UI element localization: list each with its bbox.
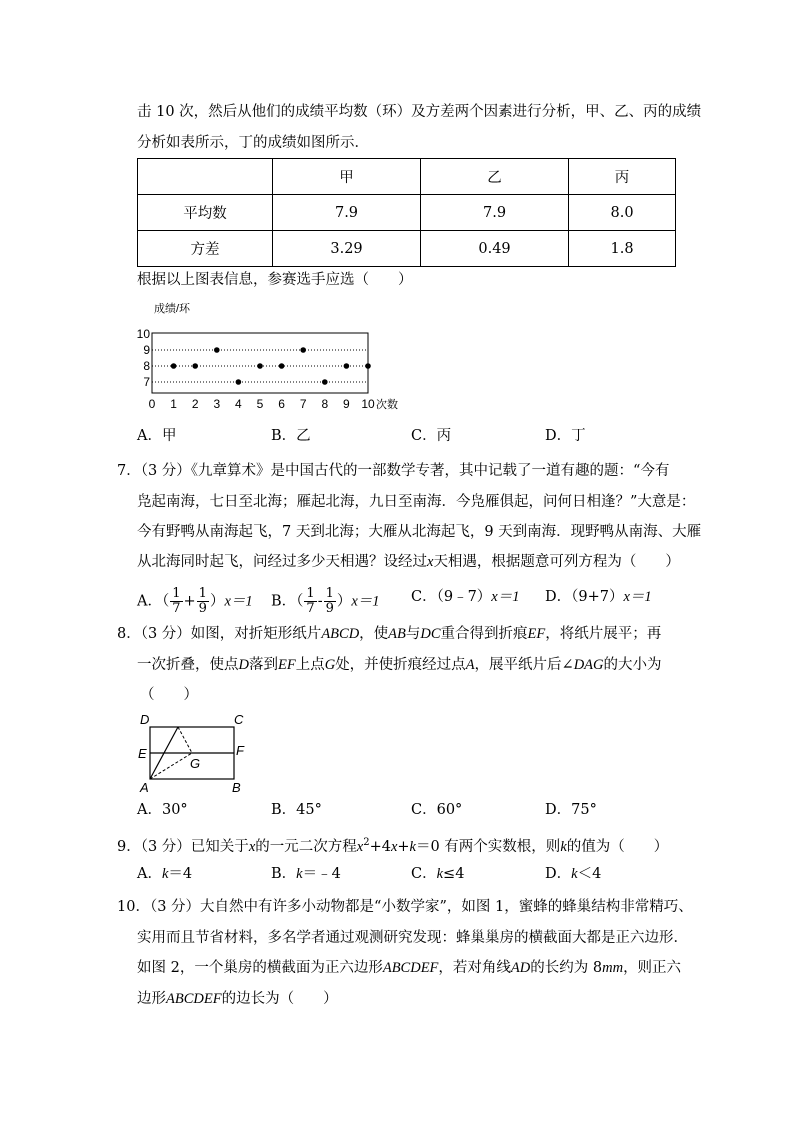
q7-option-c[interactable]: C．（9﹣7）x＝1: [411, 589, 520, 605]
q9-option-a[interactable]: A．k＝4: [137, 866, 193, 882]
x-tick-label: 10: [361, 397, 375, 411]
data-point: [300, 347, 306, 353]
y-tick-label: 10: [136, 327, 150, 341]
table-header-cell: [138, 159, 273, 195]
x-tick-label: 8: [321, 397, 329, 411]
table-row: [138, 231, 676, 267]
table-cell: 7.9: [421, 195, 569, 231]
q8-option-b[interactable]: B．45°: [271, 802, 322, 818]
q8-option-d[interactable]: D．75°: [545, 802, 597, 818]
data-point: [344, 363, 350, 369]
x-axis-label: 次数: [376, 399, 398, 411]
data-point: [279, 363, 285, 369]
q10-line-4: 边形ABCDEF的边长为（ ）: [137, 991, 338, 1007]
intro-line-2: 分析如表所示，丁的成绩如图所示．: [137, 135, 369, 151]
x-tick-label: 4: [235, 397, 242, 411]
q6-option-c[interactable]: C．丙: [411, 428, 452, 444]
table-cell: 平均数: [138, 195, 273, 231]
label-d: D: [140, 712, 150, 727]
label-b: B: [232, 780, 241, 795]
x-tick-label: 0: [148, 397, 156, 411]
q8-option-a[interactable]: A．30°: [137, 802, 188, 818]
q8-line-1: 8．（3 分）如图，对折矩形纸片ABCD，使AB与DC重合得到折痕EF，将纸片展平；再: [117, 626, 662, 642]
folding-rectangle-figure: [136, 710, 256, 794]
x-tick-label: 3: [213, 397, 221, 411]
plot-frame: [152, 333, 368, 393]
q10-line-2: 实用而且节省材料，多名学者通过观测研究发现：蜂巢巢房的横截面大都是正六边形．: [137, 930, 688, 946]
q6-prompt: 根据以上图表信息，参赛选手应选（ ）: [137, 272, 413, 288]
table-header-cell: 乙: [421, 159, 569, 195]
label-a: A: [140, 780, 149, 795]
table-row: [138, 195, 676, 231]
data-point: [257, 363, 263, 369]
q7-line-3: 今有野鸭从南海起飞，7 天到北海；大雁从北海起飞，9 天到南海．现野鸭从南海、大雁: [137, 524, 702, 540]
table-cell: 7.9: [273, 195, 421, 231]
q6-option-a[interactable]: A．甲: [137, 428, 177, 444]
q7-option-a[interactable]: A．（ $\frac{1}{7}$ + $\frac{1}{9}$ ）x＝1: [137, 586, 253, 616]
q8-option-c[interactable]: C．60°: [411, 802, 463, 818]
q7-line-4: 从北海同时起飞，问经过多少天相遇？设经过x天相遇，根据题意可列方程为（ ）: [137, 554, 680, 570]
data-point: [192, 363, 198, 369]
table-cell: 3.29: [273, 231, 421, 267]
x-tick-label: 6: [278, 397, 285, 411]
table-header-row: [138, 159, 676, 195]
x-tick-label: 7: [299, 397, 307, 411]
y-tick-label: 9: [143, 343, 150, 357]
q10-line-3: 如图 2，一个巢房的横截面为正六边形ABCDEF，若对角线AD的长约为 8mm，则正六: [137, 960, 682, 976]
intro-line-1: 击 10 次，然后从他们的成绩平均数（环）及方差两个因素进行分析，甲、乙、丙的成绩: [137, 104, 702, 120]
data-point: [214, 347, 220, 353]
q8-line-3: （ ）: [140, 687, 198, 703]
table-cell: 1.8: [569, 231, 676, 267]
q6-option-b[interactable]: B．乙: [271, 428, 311, 444]
q7-option-b[interactable]: B．（ $\frac{1}{7}$ - $\frac{1}{9}$ ）x＝1: [271, 586, 380, 616]
q10-line-1: 10．（3 分）大自然中有许多小动物都是“小数学家”，如图 1，蜜蜂的蜂巢结构非常精巧、: [117, 899, 693, 915]
table-cell: 方差: [138, 231, 273, 267]
data-point: [236, 379, 242, 385]
table-cell: 8.0: [569, 195, 676, 231]
line-dg: [178, 727, 192, 753]
label-e: E: [138, 746, 147, 761]
q7-line-2: 凫起南海，七日至北海；雁起北海，九日至南海．今凫雁俱起，问何日相逢？”大意是：: [137, 494, 696, 510]
data-point: [322, 379, 328, 385]
q9-stem: 9．（3 分）已知关于x的一元二次方程$x^2+4x+k=0$ 有两个实数根，则k的值为（ ）: [117, 837, 669, 855]
line-ag: [150, 753, 192, 779]
y-tick-label: 8: [143, 359, 150, 373]
y-axis-label: 成绩/环: [154, 303, 191, 315]
q7-option-d[interactable]: D．（9+7）x＝1: [545, 589, 652, 605]
label-c: C: [234, 712, 244, 727]
q9-option-d[interactable]: D．k＜4: [545, 866, 602, 882]
x-tick-label: 1: [170, 397, 177, 411]
label-f: F: [236, 743, 244, 758]
q9-option-b[interactable]: B．k＝﹣4: [271, 866, 341, 882]
table-header-cell: 丙: [569, 159, 676, 195]
score-table: [137, 158, 676, 267]
table-cell: 0.49: [421, 231, 569, 267]
data-point: [365, 363, 371, 369]
q6-option-d[interactable]: D．丁: [545, 428, 586, 444]
data-point: [171, 363, 177, 369]
x-tick-label: 5: [256, 397, 264, 411]
table-header-cell: 甲: [273, 159, 421, 195]
q9-option-c[interactable]: C．k≤4: [411, 866, 465, 882]
x-tick-label: 2: [191, 397, 199, 411]
label-g: G: [190, 756, 201, 771]
q7-line-1: 7．（3 分）《九章算术》是中国古代的一部数学专著，其中记载了一道有趣的题：“今有: [117, 463, 670, 479]
q8-line-2: 一次折叠，使点D落到EF上点G处，并使折痕经过点A，展平纸片后∠DAG的大小为: [137, 657, 662, 673]
y-tick-label: 7: [143, 375, 150, 389]
x-tick-label: 9: [343, 397, 350, 411]
score-scatter-chart: [136, 298, 420, 416]
